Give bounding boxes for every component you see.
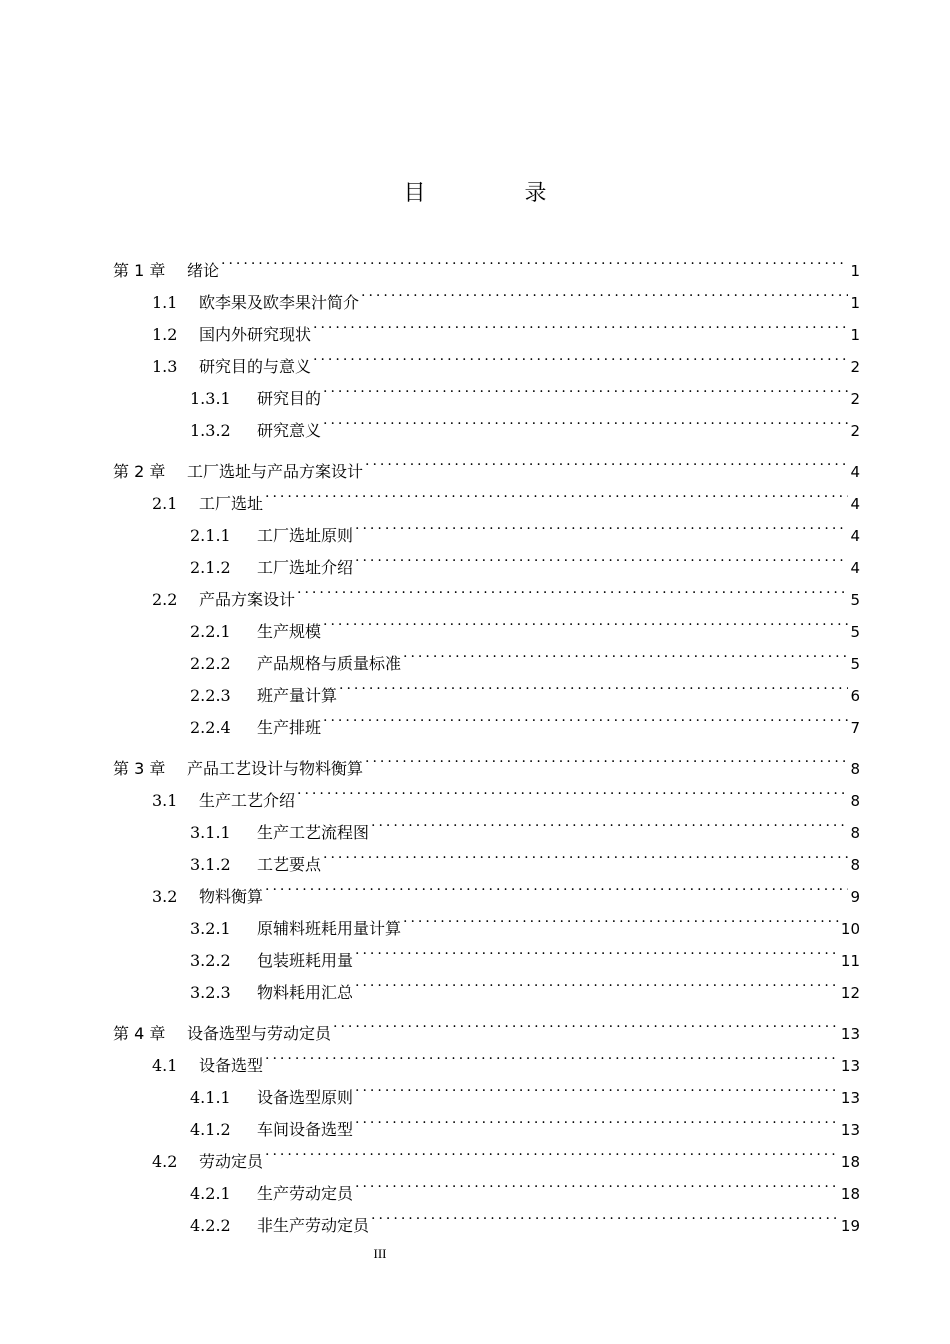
toc-entry-number: 4.2.1	[190, 1184, 231, 1203]
toc-entry-number: 3.1.2	[190, 855, 231, 874]
toc-dot-leader	[365, 445, 848, 477]
toc-entry-page: 8	[850, 760, 860, 778]
toc-entry-title: 生产排班	[257, 718, 322, 737]
toc-entry-number: 2.2.3	[190, 686, 231, 705]
toc-entry-title: 绪论	[187, 261, 220, 280]
toc-dot-leader	[265, 1039, 839, 1071]
toc-entry-page: 4	[850, 527, 860, 545]
toc-entry-page: 4	[850, 463, 860, 481]
toc-entry-page: 13	[840, 1057, 860, 1075]
toc-dot-leader	[355, 1167, 839, 1199]
toc-entry-page: 4	[850, 495, 860, 513]
toc-subsection-entry[interactable]	[190, 902, 860, 938]
toc-entry-page: 7	[850, 719, 860, 737]
toc-entry-number: 2.2	[152, 590, 178, 609]
toc-entry-page: 2	[850, 358, 860, 376]
page-number: III	[373, 1246, 387, 1261]
toc-dot-leader	[265, 870, 848, 902]
toc-entry-title: 产品工艺设计与物料衡算	[187, 759, 364, 778]
toc-entry-page: 18	[840, 1153, 860, 1171]
toc-entry-title: 物料耗用汇总	[257, 983, 354, 1002]
toc-dot-leader	[371, 1199, 839, 1231]
toc-entry-number: 1.2	[152, 325, 178, 344]
toc-entry-title: 工厂选址与产品方案设计	[187, 462, 364, 481]
toc-entry-title: 原辅料班耗用量计算	[257, 919, 402, 938]
toc-entry-number: 2.1	[152, 494, 178, 513]
toc-entry-title: 劳动定员	[199, 1152, 264, 1171]
toc-dot-leader	[355, 1103, 839, 1135]
toc-dot-leader	[297, 573, 848, 605]
toc-dot-leader	[265, 1135, 839, 1167]
toc-dot-leader	[403, 637, 848, 669]
toc-entry-page: 11	[840, 952, 860, 970]
toc-dot-leader	[323, 838, 848, 870]
toc-dot-leader	[323, 605, 848, 637]
toc-entry-number: 1.1	[152, 293, 178, 312]
toc-entry-number: 1.3.2	[190, 421, 231, 440]
toc-subsection-entry[interactable]	[190, 509, 860, 545]
toc-entry-title: 产品规格与质量标准	[257, 654, 402, 673]
toc-entry-title: 工艺要点	[257, 855, 322, 874]
toc-entry-number: 3.2.3	[190, 983, 231, 1002]
toc-dot-leader	[371, 806, 848, 838]
toc-entry-page: 18	[840, 1185, 860, 1203]
toc-entry-number: 2.2.1	[190, 622, 231, 641]
toc-entry-title: 设备选型原则	[257, 1088, 354, 1107]
toc-entry-number: 第 2 章	[113, 462, 166, 481]
toc-chapter-entry[interactable]	[113, 244, 860, 280]
toc-entry-page: 9	[850, 888, 860, 906]
toc-dot-leader	[221, 244, 848, 276]
toc-entry-page: 6	[850, 687, 860, 705]
toc-entry-number: 4.1.1	[190, 1088, 231, 1107]
toc-entry-number: 3.2.2	[190, 951, 231, 970]
toc-dot-leader	[323, 404, 848, 436]
toc-dot-leader	[313, 308, 848, 340]
toc-entry-title: 设备选型	[199, 1056, 264, 1075]
toc-entry-title: 研究目的与意义	[199, 357, 312, 376]
toc-dot-leader	[313, 340, 848, 372]
toc-entry-page: 5	[850, 591, 860, 609]
toc-entry-page: 5	[850, 623, 860, 641]
table-of-contents	[0, 244, 950, 1235]
toc-entry-title: 包装班耗用量	[257, 951, 354, 970]
toc-dot-leader	[355, 934, 839, 966]
toc-entry-title: 车间设备选型	[257, 1120, 354, 1139]
toc-dot-leader	[323, 701, 848, 733]
toc-entry-title: 工厂选址原则	[257, 526, 354, 545]
toc-entry-page: 1	[850, 326, 860, 344]
toc-entry-number: 第 3 章	[113, 759, 166, 778]
toc-entry-page: 13	[840, 1121, 860, 1139]
toc-entry-title: 研究意义	[257, 421, 322, 440]
toc-dot-leader	[361, 276, 848, 308]
toc-entry-page: 13	[840, 1025, 860, 1043]
toc-entry-page: 12	[840, 984, 860, 1002]
toc-entry-title: 生产劳动定员	[257, 1184, 354, 1203]
toc-dot-leader	[355, 1071, 839, 1103]
toc-chapter-entry[interactable]	[113, 445, 860, 481]
toc-entry-title: 班产量计算	[257, 686, 338, 705]
toc-entry-number: 4.2	[152, 1152, 178, 1171]
toc-entry-title: 国内外研究现状	[199, 325, 312, 344]
toc-entry-page: 1	[850, 262, 860, 280]
toc-dot-leader	[355, 541, 848, 573]
toc-entry-title: 生产工艺介绍	[199, 791, 296, 810]
toc-entry-title: 生产规模	[257, 622, 322, 641]
toc-entry-number: 2.1.2	[190, 558, 231, 577]
toc-entry-title: 生产工艺流程图	[257, 823, 370, 842]
toc-entry-page: 10	[840, 920, 860, 938]
toc-entry-page: 2	[850, 390, 860, 408]
toc-entry-page: 1	[850, 294, 860, 312]
toc-entry-page: 8	[850, 856, 860, 874]
toc-entry-title: 非生产劳动定员	[257, 1216, 370, 1235]
toc-entry-page: 13	[840, 1089, 860, 1107]
toc-subsection-entry[interactable]	[190, 1071, 860, 1107]
toc-entry-title: 工厂选址介绍	[257, 558, 354, 577]
toc-chapter-entry[interactable]	[113, 1007, 860, 1043]
toc-entry-number: 3.2	[152, 887, 178, 906]
toc-entry-page: 2	[850, 422, 860, 440]
toc-dot-leader	[265, 477, 848, 509]
toc-dot-leader	[323, 372, 848, 404]
toc-dot-leader	[339, 669, 848, 701]
toc-dot-leader	[355, 966, 839, 998]
toc-entry-title: 产品方案设计	[199, 590, 296, 609]
toc-entry-number: 1.3.1	[190, 389, 231, 408]
toc-dot-leader	[365, 742, 848, 774]
toc-entry-number: 2.2.2	[190, 654, 231, 673]
toc-dot-leader	[297, 774, 848, 806]
toc-chapter-entry[interactable]	[113, 742, 860, 778]
toc-entry-page: 8	[850, 824, 860, 842]
toc-entry-page: 4	[850, 559, 860, 577]
toc-entry-title: 物料衡算	[199, 887, 264, 906]
toc-entry-number: 2.1.1	[190, 526, 231, 545]
toc-subsection-entry[interactable]	[190, 1167, 860, 1203]
toc-dot-leader	[403, 902, 839, 934]
toc-entry-page: 8	[850, 792, 860, 810]
page-title: 目 录	[403, 181, 593, 206]
toc-entry-number: 3.1.1	[190, 823, 231, 842]
toc-section-entry[interactable]	[152, 276, 860, 312]
toc-entry-number: 1.3	[152, 357, 178, 376]
toc-entry-title: 欧李果及欧李果汁简介	[199, 293, 360, 312]
toc-entry-number: 3.2.1	[190, 919, 231, 938]
toc-entry-page: 5	[850, 655, 860, 673]
toc-entry-title: 设备选型与劳动定员	[187, 1024, 332, 1043]
toc-dot-leader	[355, 509, 848, 541]
toc-entry-title: 工厂选址	[199, 494, 264, 513]
toc-entry-number: 4.1.2	[190, 1120, 231, 1139]
toc-entry-number: 第 4 章	[113, 1024, 166, 1043]
toc-entry-number: 4.1	[152, 1056, 178, 1075]
toc-entry-number: 第 1 章	[113, 261, 166, 280]
toc-entry-page: 19	[840, 1217, 860, 1235]
toc-entry-number: 4.2.2	[190, 1216, 231, 1235]
toc-entry-number: 2.2.4	[190, 718, 231, 737]
toc-entry-number: 3.1	[152, 791, 178, 810]
toc-entry-title: 研究目的	[257, 389, 322, 408]
toc-dot-leader	[333, 1007, 839, 1039]
